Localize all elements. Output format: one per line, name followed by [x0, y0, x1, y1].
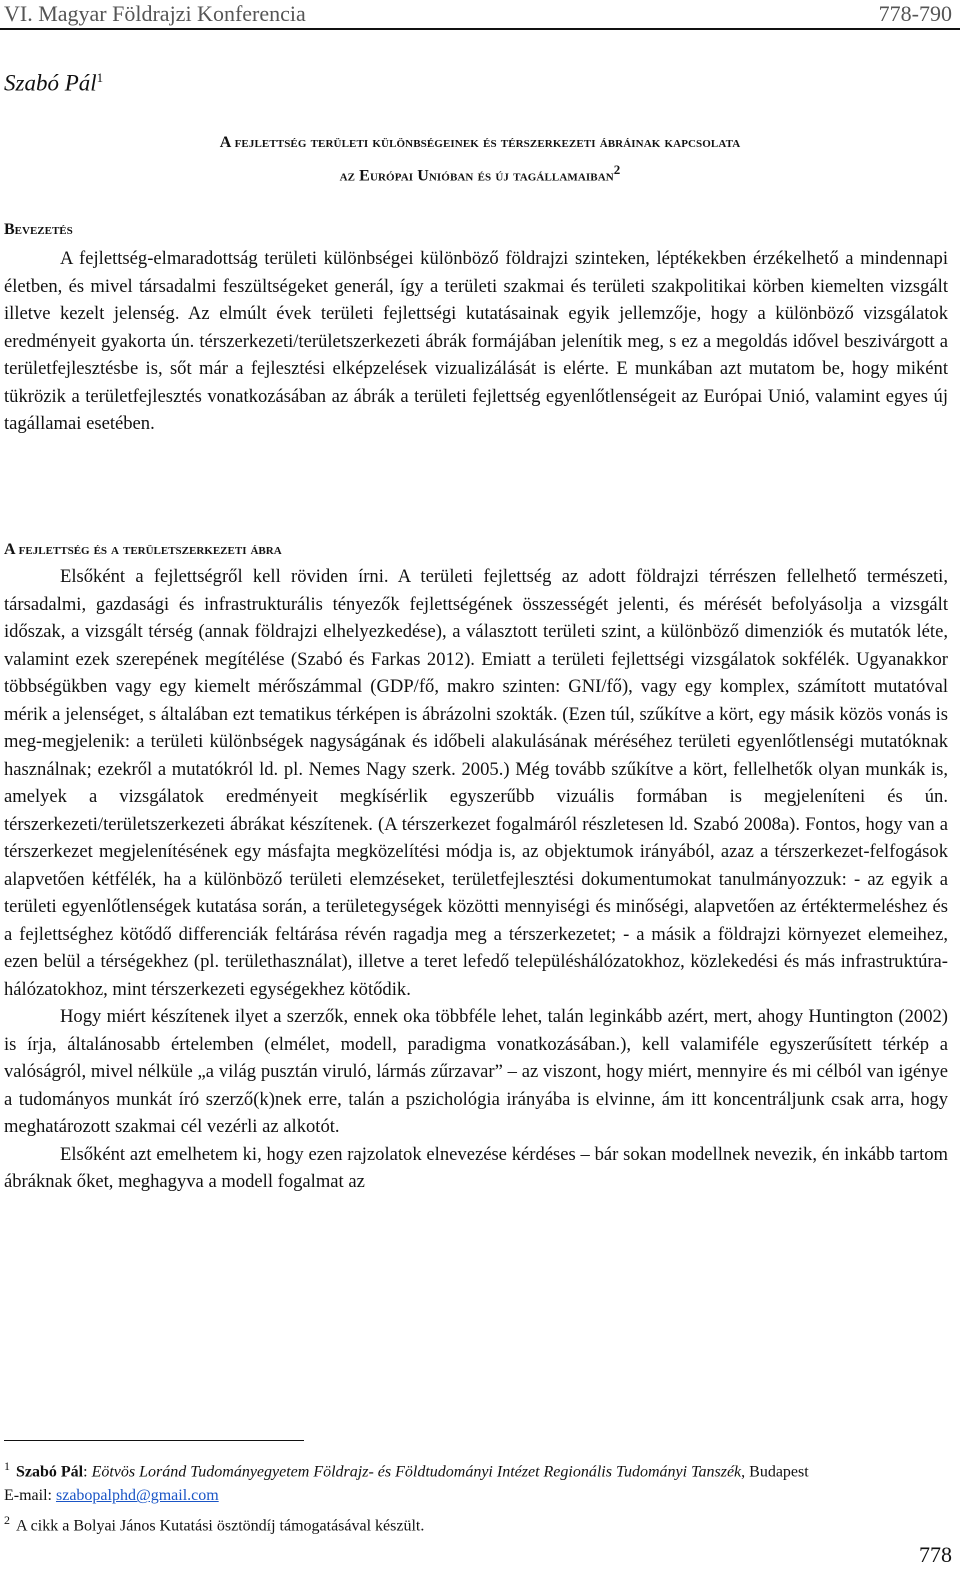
section-heading-development: A fejlettség és a területszerkezeti ábra: [4, 541, 282, 558]
footnote-1-city: , Budapest: [741, 1463, 809, 1481]
footnote-1-mark: 1: [4, 1459, 10, 1473]
section-body-introduction: [4, 245, 948, 438]
author-name-text: Szabó Pál: [4, 70, 97, 96]
footnote-1-author: Szabó Pál: [16, 1463, 84, 1481]
author-footnote-mark[interactable]: 1: [96, 70, 104, 85]
footnote-2: [4, 1508, 934, 1538]
paragraph: A fejlettség-elmaradottság területi különbségei különböző földrajzi szinteken, léptékekben érzékelhető a mindennapi életben, és mivel társadalmi feszültségeket generál, így a területi szakmai és területi szakpolitikai körben kiemelten vizsgált illetve kezelt jelenség. Az elmúlt évek területi fejlettségi kutatásainak egyik jellemzője, hogy a különböző vizsgálatok eredményeit gyakorta ún. térszerkezeti/területszerkezeti ábrák formájában jelenítik meg, s ez a megoldás idővel beszivárgott a területfejlesztésbe is, sőt már a fejlesztési elképzelések vizualizálását is elérte. E munkában azt mutatom be, hogy miként tükrözik a területfejlesztés vonatkozásában az ábrák a területi fejlettség egyenlőtlenségeit az Európai Unió, valamint egyes új tagállamai esetében.: [4, 248, 948, 434]
paragraph: Elsőként azt emelhetem ki, hogy ezen rajzolatok elnevezése kérdéses – bár sokan modellnek nevezik, én inkább tartom ábráknak őket, meghagyva a modell fogalmat az: [4, 1143, 948, 1192]
section-body-development: [4, 563, 948, 1196]
footnote-2-text: A cikk a Bolyai János Kutatási ösztöndíj támogatásával készült.: [16, 1517, 425, 1535]
footnote-1-affiliation: Eötvös Loránd Tudományegyetem Földrajz- és Földtudományi Intézet Regionális Tudományi Tanszék: [91, 1463, 742, 1481]
footnote-1: $^1$ Szabó Pál: Eötvös Loránd Tudományegyetem Földrajz- és Földtudományi Intézet Regionális Tudományi Tanszék, Budapest: [4, 1459, 809, 1481]
page-range: 778-790: [878, 1, 952, 26]
running-header: [0, 0, 960, 30]
title-footnote-mark[interactable]: 2: [613, 162, 621, 177]
conference-name: VI. Magyar Földrajzi Konferencia: [4, 1, 306, 26]
footnote-1-email: [4, 1484, 934, 1508]
paper-title-line-1: A fejlettség területi különbségeinek és térszerkezeti ábráinak kapcsolata: [219, 134, 741, 151]
page-number: 778: [919, 1542, 952, 1567]
paragraph: Elsőként a fejlettségről kell röviden írni. A területi fejlettség az adott földrajzi térrészen fellelhető természeti, társadalmi, gazdasági és infrastrukturális tényezők fejlettségének összességét jelenti, és mérését befolyásolja a vizsgált időszak, a vizsgált térség (annak földrajzi elhelyezkedése), a választott területi szint, a különböző dimenziók és mutatók léte, valamint ezek szerepének megítélése (Szabó és Farkas 2012). Emiatt a területi fejlettségi vizsgálatok sokfélék. Ugyanakkor többségükben vagy egy kiemelt mérőszámmal (GDP/fő, makro szinten: GNI/fő), vagy egy komplex, számított mutatóval mérik a jelenséget, s általában ezt tematikus térképen is ábrázolni szokták. (Ezen túl, szűkítve a kört, egy másik közös vonás is meg-megjelenik: a területi különbségek nagyságának és időbeli alakulásának méréséhez területi egyenlőtlenségi mutatóknak használnak; ezekről a mutatókról ld. pl. Nemes Nagy szerk. 2005.) Még tovább szűkítve a kört, fellelhetők olyan munkák is, amelyek a vizsgálatok eredményeit megkísérlik egyszerűbb vizuális formában is megjeleníteni és ún. térszerkezeti/területszerkezeti ábrákat készítenek. (A térszerkezet fogalmáról részletesen ld. Szabó 2008a). Fontos, hogy van a térszerkezet megjelenítésének egy másfajta megközelítési módja is, az objektumok irányából, azaz a térszerkezet-felfogások alapvetően kétfélék, ha a különböző területi elemzéseket, területfejlesztési dokumentumokat tanulmányozzuk: - az egyik a területi egyenlőtlenségek kutatása során, a területegységek közötti mennyiségi és minőségi, alapvetően az értéktermeléshez és a fejlettséghez kötődő differenciák feltárása révén ragadja meg a térszerkezetet; - a másik a földrajzi környezet elemeihez, ezen belül a térségekhez (pl. területhasználat), illetve a teret lefedő településhálózatokhoz, közlekedési és más infrastruktúra-hálózatokhoz, mint térszerkezeti egységekhez kötődik.: [4, 566, 948, 1000]
paper-title-line-2-text: az Európai Unióban és új tagállamaiban: [339, 167, 614, 185]
footnote-divider: [4, 1440, 304, 1441]
paper-title-line-2: [0, 162, 960, 185]
author-name: [4, 70, 103, 97]
footnotes: [4, 1454, 934, 1539]
email-label: E-mail:: [4, 1487, 56, 1505]
footnote-2-mark: 2: [4, 1513, 10, 1528]
email-link[interactable]: szabopalphd@gmail.com: [55, 1487, 219, 1505]
paragraph: Hogy miért készítenek ilyet a szerzők, ennek oka többféle lehet, talán leginkább azért, mert, ahogy Huntington (2002) is írja, általánosabb értelemben (elmélet, modell, paradigma vonatkozásában.), kell valamiféle egyszerűsített térkép a valóságról, mivel nélküle „a világ pusztán viruló, lármás zűrzavar” – az viszont, hogy miért, mennyire és mi célból van igénye a tudományos munkát író szerző(k)nek erre, talán a pszichológia irányába is elvinne, ám itt koncentráljunk csak arra, hogy meghatározott szakmai cél vezérli az alkotót.: [4, 1006, 948, 1137]
section-heading-introduction: Bevezetés: [4, 221, 73, 238]
